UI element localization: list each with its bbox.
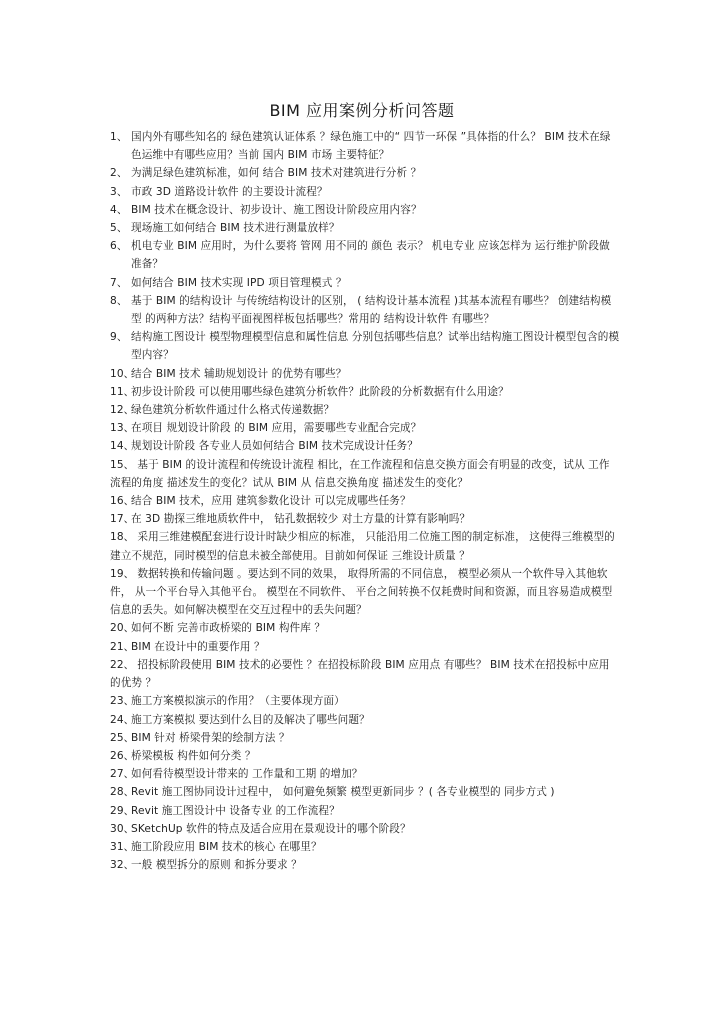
question-item xyxy=(110,711,620,729)
question-text: 如何看待模型设计带来的 工作量和工期 的增加？ xyxy=(131,768,363,781)
question-number: 10、 xyxy=(110,367,135,380)
question-item xyxy=(110,274,620,292)
question-number: 25、 xyxy=(110,731,135,744)
question-item xyxy=(110,164,620,182)
question-item xyxy=(110,219,620,237)
question-item xyxy=(110,729,620,747)
question-item xyxy=(110,802,620,820)
question-item xyxy=(110,383,620,401)
question-item xyxy=(110,838,620,856)
question-item xyxy=(110,237,620,273)
question-text: 施工方案模拟演示的作用？（主要体现方面） xyxy=(131,695,345,708)
question-number: 22、 xyxy=(110,658,135,671)
question-text: SKetchUp 软件的特点及适合应用在景观设计的哪个阶段？ xyxy=(131,822,411,835)
question-text: 结构施工图设计 模型物理模型信息和属性信息 分别包括哪些信息？试举出结构施工图设计模型包含的模型内容？ xyxy=(131,331,620,362)
question-text: 采用三维建模配套进行设计时缺少相应的标准， 只能沿用二位施工图的制定标准， 这使得三维模型的建立不规范，同时模型的信息未被全部使用。目前如何保证 三维设计质量 ？ xyxy=(110,531,615,562)
question-text: Revit 施工图协同设计过程中， 如何避免频繁 模型更新同步 ？( 各专业模型的 同步方式 ) xyxy=(131,786,555,799)
question-number: 8、 xyxy=(110,294,128,307)
question-number: 7、 xyxy=(110,276,128,289)
question-number: 1、 xyxy=(110,131,128,143)
question-number: 12、 xyxy=(110,404,135,417)
question-item xyxy=(110,128,620,164)
question-number: 15、 xyxy=(110,458,135,471)
question-number: 14、 xyxy=(110,440,135,453)
question-item xyxy=(110,747,620,765)
question-number: 23、 xyxy=(110,695,135,708)
question-number: 9、 xyxy=(110,331,128,344)
question-text: 结合 BIM 技术 辅助规划设计 的优势有哪些？ xyxy=(131,367,347,380)
question-text: 招投标阶段使用 BIM 技术的必要性 ？在招投标阶段 BIM 应用点 有哪些？ BIM 技术在招投标中应用的优势 ？ xyxy=(110,658,610,690)
question-item xyxy=(110,619,620,637)
question-item xyxy=(110,765,620,783)
question-number: 26、 xyxy=(110,749,135,762)
question-text: 市政 3D 道路设计软件 的主要设计流程？ xyxy=(131,185,328,198)
question-text: BIM 在设计中的重要作用 ？ xyxy=(131,640,265,653)
question-item xyxy=(110,692,620,710)
question-number: 21、 xyxy=(110,640,135,653)
question-number: 18、 xyxy=(110,531,135,544)
question-text: 为满足绿色建筑标准，如何 结合 BIM 技术对建筑进行分析 ？ xyxy=(131,167,422,180)
question-text: 现场施工如何结合 BIM 技术进行测量放样？ xyxy=(131,222,340,235)
question-item xyxy=(110,565,620,620)
question-number: 20、 xyxy=(110,622,135,635)
question-item xyxy=(110,820,620,838)
question-item xyxy=(110,201,620,219)
question-number: 32、 xyxy=(110,859,135,872)
question-item xyxy=(110,856,620,874)
question-text: 初步设计阶段 可以使用哪些绿色建筑分析软件？此阶段的分析数据有什么用途？ xyxy=(131,385,509,398)
question-text: 基于 BIM 的结构设计 与传统结构设计的区别， ( 结构设计基本流程 )其基本流程有哪些？ 创建结构模型 的两种方法？结构平面视图样板包括哪些？常用的 结构设计软件 有哪些？ xyxy=(131,294,612,326)
question-text: 一般 模型拆分的原则 和拆分要求 ？ xyxy=(131,859,302,872)
question-number: 27、 xyxy=(110,768,135,781)
question-number: 28、 xyxy=(110,786,135,799)
question-item xyxy=(110,638,620,656)
question-number: 31、 xyxy=(110,840,135,853)
question-number: 2、 xyxy=(110,167,128,180)
question-text: BIM 针对 桥梁骨架的绘制方法 ？ xyxy=(131,731,290,744)
question-text: 规划设计阶段 各专业人员如何结合 BIM 技术完成设计任务？ xyxy=(131,440,418,453)
question-number: 3、 xyxy=(110,185,128,198)
question-text: 数据转换和传输问题 。要达到不同的效果， 取得所需的不同信息， 模型必须从一个软件导入其他软件， 从一个平台导入其他平台。 模型在不同软件、 平台之间转换不仅耗费时间和资源，而且容易造成模型信息的丢失。如何解决模型在交互过程中的丢失问题？ xyxy=(110,567,613,617)
question-item xyxy=(110,437,620,455)
question-number: 17、 xyxy=(110,513,135,526)
question-item xyxy=(110,292,620,328)
question-text: 结合 BIM 技术，应用 建筑参数化设计 可以完成哪些任务？ xyxy=(131,495,411,508)
question-text: 基于 BIM 的设计流程和传统设计流程 相比，在工作流程和信息交换方面会有明显的改变，试从 工作流程的角度 描述发生的变化？试从 BIM 从 信息交换角度 描述发生的变化？ xyxy=(110,458,610,489)
question-item xyxy=(110,783,620,801)
question-number: 5、 xyxy=(110,222,128,235)
question-item xyxy=(110,401,620,419)
question-text: 在 3D 勘探三维地质软件中， 钻孔数据较少 对土方量的计算有影响吗？ xyxy=(131,513,471,526)
question-number: 6、 xyxy=(110,240,128,253)
question-number: 16、 xyxy=(110,495,135,508)
question-text: 国内外有哪些知名的 绿色建筑认证体系 ？绿色施工中的“ 四节一环保 ”具体指的什么？ BIM 技术在绿色运维中有哪些应用？当前 国内 BIM 市场 主要特征？ xyxy=(131,131,611,162)
question-item xyxy=(110,365,620,383)
question-text: BIM 技术在概念设计、初步设计、施工图设计阶段应用内容？ xyxy=(131,203,422,216)
question-number: 29、 xyxy=(110,804,135,817)
question-number: 24、 xyxy=(110,713,135,726)
question-item xyxy=(110,528,620,564)
question-item xyxy=(110,510,620,528)
question-item xyxy=(110,328,620,364)
question-number: 30、 xyxy=(110,822,135,835)
question-item xyxy=(110,419,620,437)
question-text: 施工方案模拟 要达到什么目的及解决了哪些问题？ xyxy=(131,713,370,726)
question-item xyxy=(110,456,620,492)
question-number: 4、 xyxy=(110,203,128,216)
question-text: 如何结合 BIM 技术实现 IPD 项目管理模式 ？ xyxy=(131,276,347,289)
question-item xyxy=(110,656,620,692)
question-item xyxy=(110,183,620,201)
question-list xyxy=(110,128,620,874)
question-text: 施工阶段应用 BIM 技术的核心 在哪里？ xyxy=(131,840,322,853)
question-text: Revit 施工图设计中 设备专业 的工作流程？ xyxy=(131,804,340,817)
question-text: 绿色建筑分析软件通过什么格式传递数据？ xyxy=(131,404,335,417)
question-number: 19、 xyxy=(110,567,135,580)
question-text: 如何不断 完善市政桥梁的 BIM 构件库 ？ xyxy=(131,622,326,635)
question-text: 机电专业 BIM 应用时，为什么要将 管网 用不同的 颜色 表示？ 机电专业 应该怎样为 运行维护阶段做准备？ xyxy=(131,240,610,271)
document-title: BIM 应用案例分析问答题 xyxy=(269,101,455,120)
question-number: 11、 xyxy=(110,385,135,398)
question-number: 13、 xyxy=(110,422,135,435)
question-text: 桥梁模板 构件如何分类 ？ xyxy=(131,749,256,762)
question-text: 在项目 规划设计阶段 的 BIM 应用，需要哪些专业配合完成？ xyxy=(131,422,422,435)
question-item xyxy=(110,492,620,510)
